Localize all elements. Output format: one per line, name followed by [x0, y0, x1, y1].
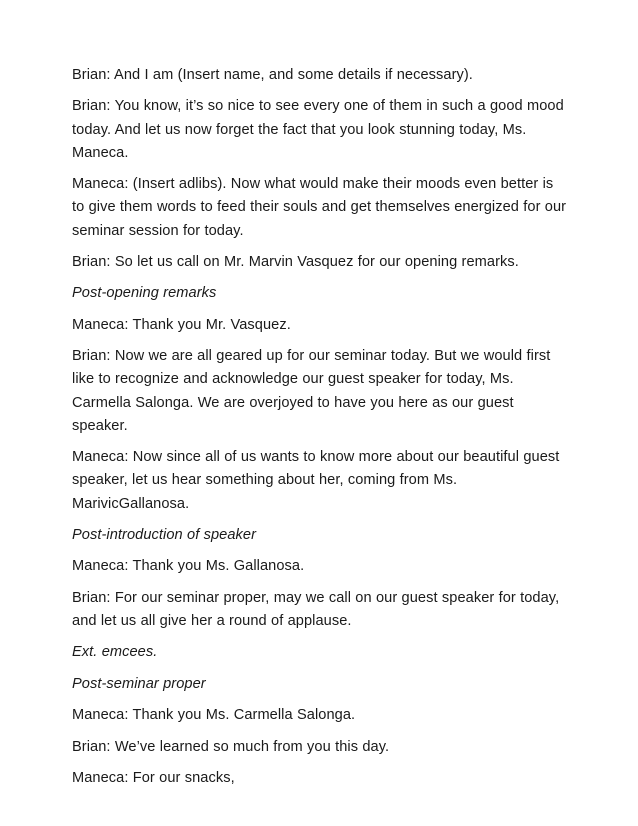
script-paragraph: Brian: For our seminar proper, may we call on our guest speaker for today, and let us all give her a round of applause. — [72, 589, 560, 629]
stage-direction: Post-opening remarks — [72, 285, 217, 302]
stage-direction: Post-seminar proper — [72, 675, 206, 692]
script-paragraph: Maneca: For our snacks, — [72, 769, 235, 786]
document-text-body — [72, 64, 568, 790]
script-paragraph: Brian: We’ve learned so much from you this day. — [72, 738, 390, 755]
stage-direction: Ext. emcees. — [72, 644, 158, 661]
script-paragraph: Maneca: Thank you Ms. Gallanosa. — [72, 558, 305, 575]
script-paragraph: Brian: Now we are all geared up for our seminar today. But we would first like to recognize and acknowledge our guest speaker for today, Ms. Carmella Salonga. We are overjoyed to have you here as our guest speaker. — [72, 348, 551, 434]
script-paragraph: Brian: And I am (Insert name, and some details if necessary). — [72, 67, 473, 83]
stage-direction: Post-introduction of speaker — [72, 526, 257, 543]
script-paragraph: Brian: You know, it’s so nice to see every one of them in such a good mood today. And let us now forget the fact that you look stunning today, Ms. Maneca. — [72, 98, 564, 161]
script-paragraph: Maneca: Now since all of us wants to know more about our beautiful guest speaker, let us hear something about her, coming from Ms. MarivicGallanosa. — [72, 449, 560, 512]
script-paragraph: Maneca: Thank you Ms. Carmella Salonga. — [72, 707, 356, 724]
script-paragraph: Maneca: (Insert adlibs). Now what would make their moods even better is to give them words to feed their souls and get themselves energized for our seminar session for today. — [72, 176, 567, 239]
script-paragraph: Maneca: Thank you Mr. Vasquez. — [72, 316, 291, 333]
script-paragraph: Brian: So let us call on Mr. Marvin Vasquez for our opening remarks. — [72, 253, 519, 270]
